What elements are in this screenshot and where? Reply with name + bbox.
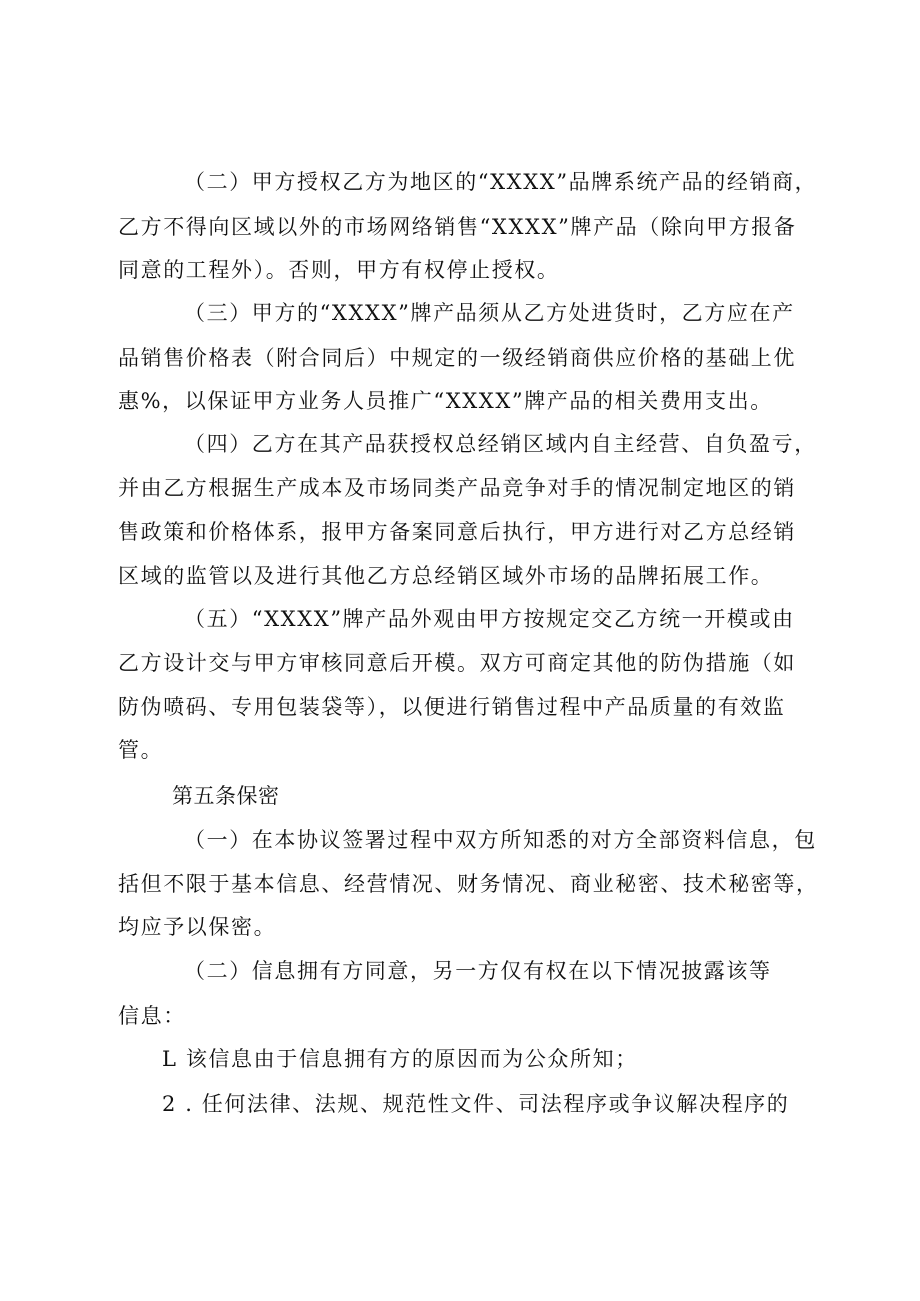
paragraph-4-line-2: 并由乙方根据生产成本及市场同类产品竞争对手的情况制定地区的销 [118, 476, 796, 500]
paragraph-4-line-1: （四）乙方在其产品获授权总经销区域内自主经营、自负盈亏， [184, 432, 817, 456]
paragraph-2-line-3: 同意的工程外）。否则，甲方有权停止授权。 [118, 258, 560, 282]
paragraph-5-line-4: 管。 [118, 738, 164, 762]
article-heading: 第五条保密 [172, 784, 280, 808]
paragraph-4-line-3: 售政策和价格体系，报甲方备案同意后执行，甲方进行对乙方总经销 [118, 520, 796, 544]
paragraph-3-line-3: 惠%，以保证甲方业务人员推广“XXXX”牌产品的相关费用支出。 [118, 389, 773, 413]
confidentiality-2-line-1: （二）信息拥有方同意，另一方仅有权在以下情况披露该等 [184, 959, 772, 983]
paragraph-5-line-2: 乙方设计交与甲方审核同意后开模。双方可商定其他的防伪措施（如 [118, 651, 796, 675]
paragraph-2-line-2: 乙方不得向区域以外的市场网络销售“XXXX”牌产品（除向甲方报备 [118, 215, 797, 239]
paragraph-5-line-1: （五）“XXXX”牌产品外观由甲方按规定交乙方统一开模或由 [184, 607, 795, 631]
confidentiality-1-line-1: （一）在本协议签署过程中双方所知悉的对方全部资料信息，包 [184, 828, 817, 852]
list-item-1: L 该信息由于信息拥有方的原因而为公众所知； [162, 1047, 638, 1071]
confidentiality-2-line-2: 信息： [118, 1004, 186, 1028]
paragraph-2-line-1: （二）甲方授权乙方为地区的“XXXX”品牌系统产品的经销商， [184, 170, 818, 194]
paragraph-3-line-1: （三）甲方的“XXXX”牌产品须从乙方处进货时，乙方应在产 [184, 301, 795, 325]
paragraph-5-line-3: 防伪喷码、专用包装袋等），以便进行销售过程中产品质量的有效监 [118, 695, 786, 719]
paragraph-4-line-4: 区域的监管以及进行其他乙方总经销区域外市场的品牌拓展工作。 [118, 564, 774, 588]
confidentiality-1-line-2: 括但不限于基本信息、经营情况、财务情况、商业秘密、技术秘密等， [118, 872, 819, 896]
paragraph-3-line-2: 品销售价格表（附合同后）中规定的一级经销商供应价格的基础上优 [118, 346, 796, 370]
list-item-2: 2 . 任何法律、法规、规范性文件、司法程序或争议解决程序的 [162, 1092, 790, 1116]
confidentiality-1-line-3: 均应予以保密。 [118, 915, 277, 939]
